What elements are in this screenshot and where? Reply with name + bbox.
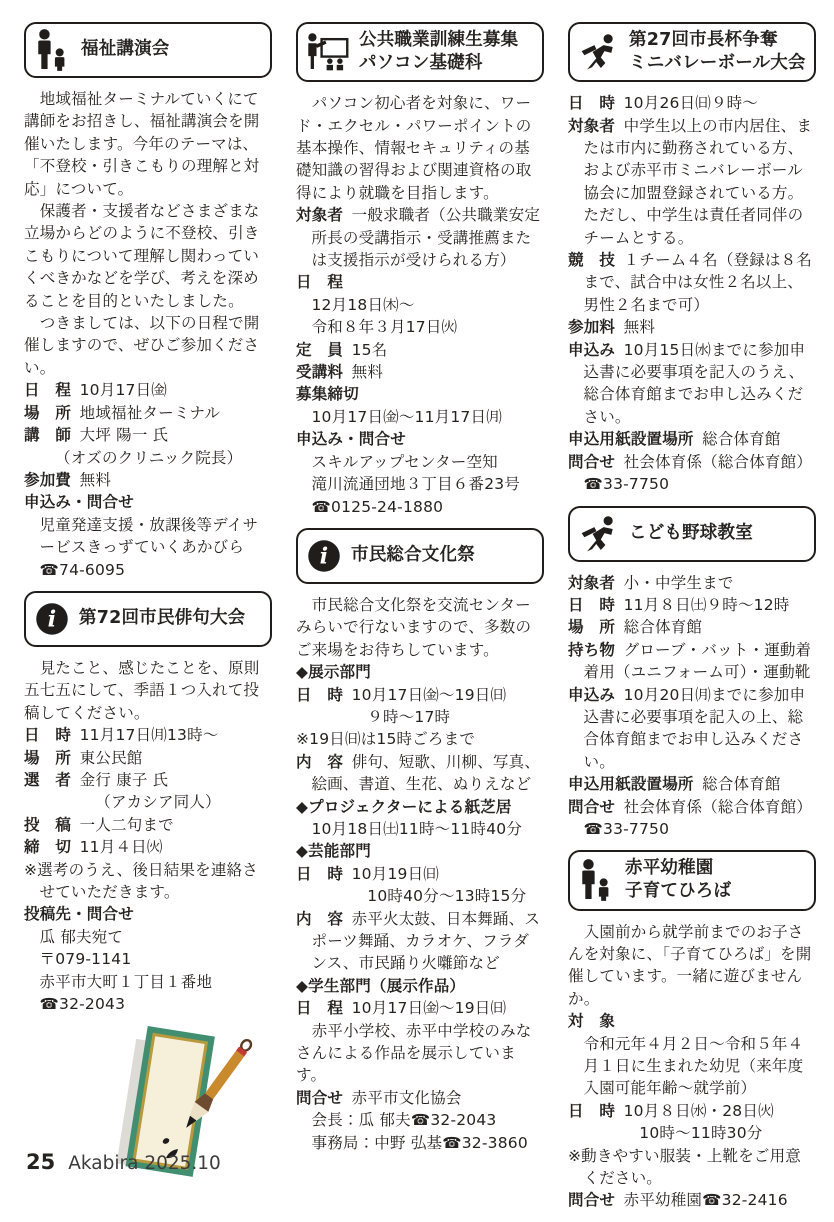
continuation-line: （オズのクリニック院長）	[55, 448, 243, 467]
note-line: ※19日㈰は15時ごろまで	[296, 730, 476, 749]
info-row: 日 程 10月17日㈮	[24, 381, 167, 400]
phone-line: ☎0125-24-1880	[311, 497, 444, 516]
info-row: 内 容 赤平火太鼓、日本舞踊、スポーツ舞踊、カラオケ、フラダンス、市民踊り火囃節など	[296, 909, 541, 973]
contact-line: 児童発達支援・放課後等デイサービスきっずていくあかびら☎74-6095	[39, 515, 259, 579]
article-header-volleyball	[568, 22, 816, 82]
info-row: 申込用紙設置場所 総合体育館	[568, 775, 781, 794]
contact-line: 事務局：中野 弘基☎32-3860	[311, 1133, 528, 1152]
article-header-culture-festival	[296, 528, 544, 584]
info-row: 申込み 10月20日㈪までに参加申込書に必要事項を記入の上、総合体育館までお申し込みください。	[568, 685, 806, 771]
article-title: 赤平幼稚園 子育てひろば	[625, 858, 732, 902]
note-line: ※選考のうえ、後日結果を連絡させていただきます。	[24, 860, 258, 901]
article-kindergarten	[568, 850, 816, 1211]
page-number: 25	[26, 1150, 56, 1174]
article-job-training	[296, 22, 544, 518]
info-row: 選 者 金行 康子 氏	[24, 770, 169, 789]
instructor-board-icon	[306, 32, 350, 72]
info-icon	[34, 601, 70, 637]
article-volleyball	[568, 22, 816, 496]
parent-child-icon	[34, 29, 72, 71]
article-baseball-class	[568, 506, 816, 841]
info-row: 日 時 11月８日㈯９時〜12時	[568, 595, 790, 614]
info-row: 参加料 無料	[568, 318, 656, 337]
article-welfare-lecture	[24, 22, 272, 581]
svg-text:i: i	[47, 606, 57, 633]
time-line: 10時40分〜13時15分	[367, 887, 527, 906]
section-heading-students: ◆学生部門（展示作品）	[296, 976, 466, 995]
info-row: 日 時 11月17日㈪13時〜	[24, 726, 219, 745]
phone-line: ☎32-2043	[39, 995, 126, 1014]
address-line: 赤平市大町１丁目１番地	[39, 972, 213, 991]
section-heading-performing-arts: ◆芸能部門	[296, 842, 371, 861]
parent-child-icon	[578, 859, 616, 901]
article-title: 市民総合文化祭	[351, 545, 475, 566]
article-culture-festival	[296, 528, 544, 1154]
article-title: 公共職業訓練生募集 パソコン基礎科	[359, 30, 519, 74]
info-row: 締 切 11月４日㈫	[24, 838, 163, 857]
sports-person-icon	[578, 33, 620, 71]
article-title: こども野球教室	[629, 522, 753, 543]
schedule-line: 12月18日㈭〜	[311, 295, 415, 314]
contact-line: スキルアップセンター空知	[311, 452, 498, 471]
article-header-baseball-class	[568, 506, 816, 562]
time-line: 10時〜11時30分	[639, 1124, 763, 1143]
deadline-line: 10月17日㈮〜11月17日㈪	[311, 407, 502, 426]
page-footer	[26, 1150, 221, 1174]
target-heading: 対 象	[568, 1012, 616, 1031]
schedule-line: 10月18日㈯11時〜11時40分	[311, 819, 523, 838]
article-header-job-training	[296, 22, 544, 82]
info-row: 講 師 大坪 陽一 氏	[24, 426, 169, 445]
info-row: 対象者 小・中学生まで	[568, 573, 734, 592]
info-row: 場 所 総合体育館	[568, 618, 703, 637]
info-row: 日 程 10月17日㈮〜19日㈰	[296, 999, 507, 1018]
article-haiku-contest	[24, 591, 272, 1186]
contact-heading: 申込み・問合せ	[296, 430, 406, 449]
info-icon	[306, 538, 342, 574]
info-row: 定 員 15名	[296, 340, 388, 359]
article-header-haiku-contest	[24, 591, 272, 647]
info-row: 参加費 無料	[24, 470, 112, 489]
note-line: ※動きやすい服装・上靴をご用意ください。	[568, 1146, 801, 1188]
section-heading-exhibition: ◆展示部門	[296, 663, 371, 682]
paragraph: つきましては、以下の日程で開催しますので、ぜひご参加ください。	[24, 314, 260, 377]
info-row: 受講料 無料	[296, 363, 384, 382]
address-line: 滝川流通団地３丁目６番23号	[311, 475, 521, 494]
contact-row: 問合せ 赤平幼稚園☎32-2416	[568, 1191, 788, 1210]
svg-text:i: i	[319, 543, 329, 570]
article-title: 第72回市民俳句大会	[79, 608, 246, 629]
column-1	[24, 22, 272, 1222]
paragraph: 保護者・支援者などさまざまな立場からどのように不登校、引きこもりについて理解し関わっていくべきかなどを学び、考えを深めることを目的といたしました。	[24, 202, 260, 310]
article-header-kindergarten	[568, 850, 816, 910]
info-row: 申込用紙設置場所 総合体育館	[568, 430, 781, 449]
paragraph: 見たこと、感じたことを、原則五七五にして、季語１つ入れて投稿してください。	[24, 658, 260, 722]
section-heading-kamishibai: ◆プロジェクターによる紙芝居	[296, 797, 512, 816]
info-row: 対象者 一般求職者（公共職業安定所長の受講指示・受講推薦または支援指示が受けられる方）	[296, 206, 541, 270]
contact-heading: 申込み・問合せ	[24, 493, 134, 512]
article-header-welfare-lecture	[24, 22, 272, 78]
info-row: 日 時 10月19日㈰	[296, 864, 439, 883]
contact-line: 会長：瓜 郁夫☎32-2043	[311, 1111, 497, 1130]
article-title: 第27回市長杯争奪 ミニバレーボール大会	[629, 30, 806, 74]
paragraph: 地域福祉ターミナルていくにて講師をお招きし、福祉講演会を開催いたします。今年のテーマは、「不登校・引きこもりの理解と対応」について。	[24, 90, 260, 198]
schedule-heading: 日 程	[296, 273, 344, 292]
schedule-line: 令和８年３月17日㈫	[311, 318, 458, 337]
info-row: 持ち物 グローブ・バット・運動着着用（ユニフォーム可）・運動靴	[568, 640, 812, 682]
contact-heading: 投稿先・問合せ	[24, 905, 134, 924]
column-3	[568, 22, 816, 1222]
continuation-line: （アカシア同人）	[95, 793, 221, 812]
time-line: ９時〜17時	[367, 707, 451, 726]
info-row: 場 所 地域福祉ターミナル	[24, 403, 221, 422]
info-row: 日 時 10月26日㈰９時〜	[568, 94, 759, 113]
info-row: 内 容 俳句、短歌、川柳、写真、絵画、書道、生花、ぬりえなど	[296, 752, 541, 794]
paragraph: 赤平小学校、赤平中学校のみなさんによる作品を展示しています。	[296, 1021, 532, 1085]
sports-person-icon	[578, 515, 620, 553]
contact-row: 問合せ 赤平市文化協会	[296, 1088, 462, 1107]
info-row: 対象者 中学生以上の市内居住、または市内に勤務されている方、および赤平市ミニバレーボール協会に加盟登録されている方。ただし、中学生は責任者同伴のチームとする。	[568, 116, 813, 247]
contact-line: 瓜 郁夫宛て	[39, 927, 124, 946]
column-2	[296, 22, 544, 1222]
contact-row: 問合せ 社会体育係（総合体育館）☎33-7750	[568, 452, 813, 494]
deadline-heading: 募集締切	[296, 385, 359, 404]
issue-label: Akabira 2025.10	[68, 1153, 221, 1174]
contact-row: 問合せ 社会体育係（総合体育館）☎33-7750	[568, 797, 813, 838]
info-row: 投 稿 一人二句まで	[24, 815, 174, 834]
info-row: 申込み 10月15日㈬までに参加申込書に必要事項を記入のうえ、総合体育館までお申し込みください。	[568, 340, 806, 426]
info-row: 競 技 １チーム４名（登録は８名まで、試合中は女性２名以上、男性２名まで可）	[568, 251, 813, 314]
info-row: 日 時 10月17日㈮〜19日㈰	[296, 685, 507, 704]
info-row: 日 時 10月８日㈬・28日㈫	[568, 1101, 774, 1120]
paragraph: 市民総合文化祭を交流センターみらいで行ないますので、多数のご来場をお待ちしています。	[296, 595, 532, 659]
paragraph: 入園前から就学前までのお子さんを対象に、「子育てひろば」を開催しています。一緒に遊びませんか。	[568, 922, 812, 1008]
info-row: 場 所 東公民館	[24, 748, 143, 767]
paragraph: パソコン初心者を対象に、ワード・エクセル・パワーポイントの基本操作、情報セキュリティの基礎知識の習得および関連資格の取得により就職を目指します。	[296, 94, 532, 202]
target-line: 令和元年４月２日〜令和５年４月１日に生まれた幼児（来年度入園可能年齢〜就学前）	[583, 1034, 804, 1098]
postal-code-line: 〒079-1141	[39, 950, 132, 969]
article-title: 福祉講演会	[81, 39, 170, 60]
